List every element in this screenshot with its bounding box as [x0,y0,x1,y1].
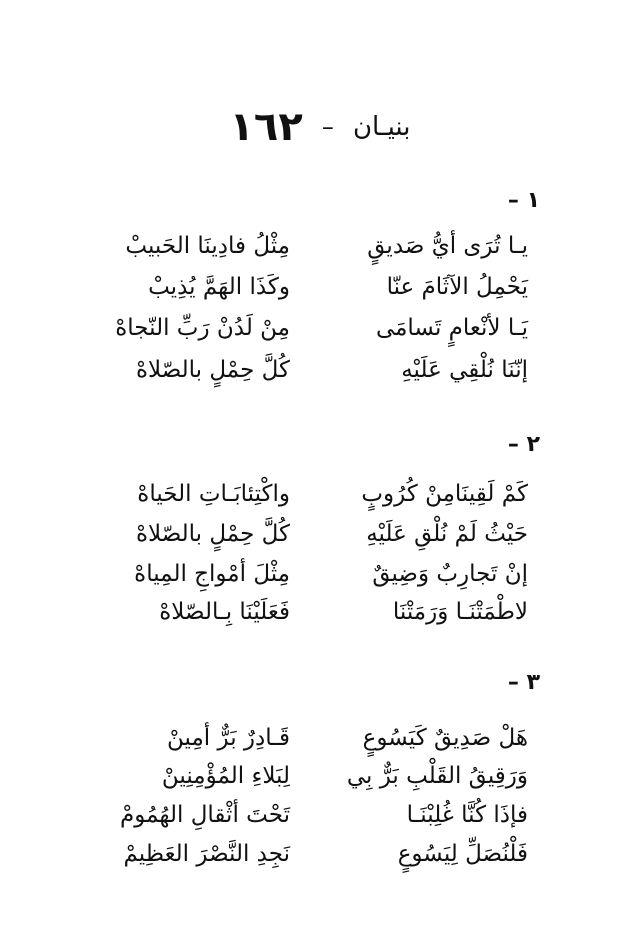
stanza-3-number: ٣ – [507,670,540,695]
verse-first-hemistich: فإذَا كُنَّا غُلِبْنَـا [406,802,528,828]
verse-second-hemistich: قَـادِرٌ بَرٌّ أمِينْ [167,725,290,751]
stanza-2-verse-3 [0,554,640,594]
stanza-3-verse-1 [0,718,640,758]
stanza-2-number: ٢ – [507,432,540,457]
stanza-2-verse-4 [0,592,640,632]
stanza-1-number: ١ – [507,188,540,213]
verse-first-hemistich: كَمْ لَقِينَامِنْ كُرُوبٍ [361,481,528,507]
stanza-2-verse-1 [0,474,640,514]
verse-first-hemistich: إنْ تَجارِبٌ وَضِيقٌ [372,561,528,587]
verse-second-hemistich: مِثْلَ أمْواجِ المِياهْ [134,561,290,587]
verse-first-hemistich: وَرَقِيقُ القَلْبِ بَرٌّ بِي [346,763,528,789]
stanza-2-verse-2 [0,514,640,554]
stanza-3-verse-2 [0,756,640,796]
verse-second-hemistich: تَحْتَ أثْقالِ الهُمُومْ [119,802,290,828]
verse-second-hemistich: كُلَّ حِمْلٍ بالصّلاهْ [135,357,290,383]
verse-second-hemistich: فَعَلَيْنَا بِـالصّلاهْ [159,599,290,625]
verse-second-hemistich: وكَذَا الهَمَّ يُذِيبْ [148,274,290,300]
verse-second-hemistich: واكْتِئابَـاتِ الحَياهْ [137,481,290,507]
stanza-1-verse-2 [0,267,640,307]
verse-second-hemistich: لِبَلاءِ المُؤْمِنِينْ [161,763,290,789]
verse-second-hemistich: مِنْ لَدُنْ رَبِّ النّجاهْ [115,315,290,341]
verse-second-hemistich: مِثْلُ فادِينَا الحَبيبْ [125,233,290,259]
stanza-1-verse-1 [0,226,640,266]
hymn-title [0,104,640,150]
verse-first-hemistich: لاطْمَتْنَـا وَرَمَتْنَا [392,599,528,625]
verse-first-hemistich: إنّنَا نُلْقِي عَلَيْهِ [401,357,528,383]
hymn-title-dash: – [321,113,334,141]
verse-second-hemistich: نَجِدِ النَّصْرَ العَظِيمْ [123,841,290,867]
verse-first-hemistich: فَلْنُصَلِّ لِيَسُوعٍ [397,841,528,867]
stanza-1-verse-3 [0,308,640,348]
verse-first-hemistich: يَـا لأنْعامٍ تَسامَى [375,315,528,341]
verse-first-hemistich: حَيْثُ لَمْ نُلْقِ عَلَيْهِ [366,521,528,547]
stanza-3-verse-4 [0,834,640,874]
stanza-1-verse-4 [0,350,640,390]
verse-first-hemistich: هَلْ صَدِيقٌ كَيَسُوعٍ [362,725,528,751]
hymn-title-word: بنيـان [352,112,411,142]
verse-first-hemistich: يَحْمِلُ الآثَامَ عنّا [386,274,528,300]
verse-second-hemistich: كُلَّ حِمْلٍ بالصّلاهْ [135,521,290,547]
stanza-3-verse-3 [0,795,640,835]
verse-first-hemistich: يـا تُرَى أيُّ صَديقٍ [367,233,528,259]
hymn-number: ١٦٢ [229,104,303,150]
